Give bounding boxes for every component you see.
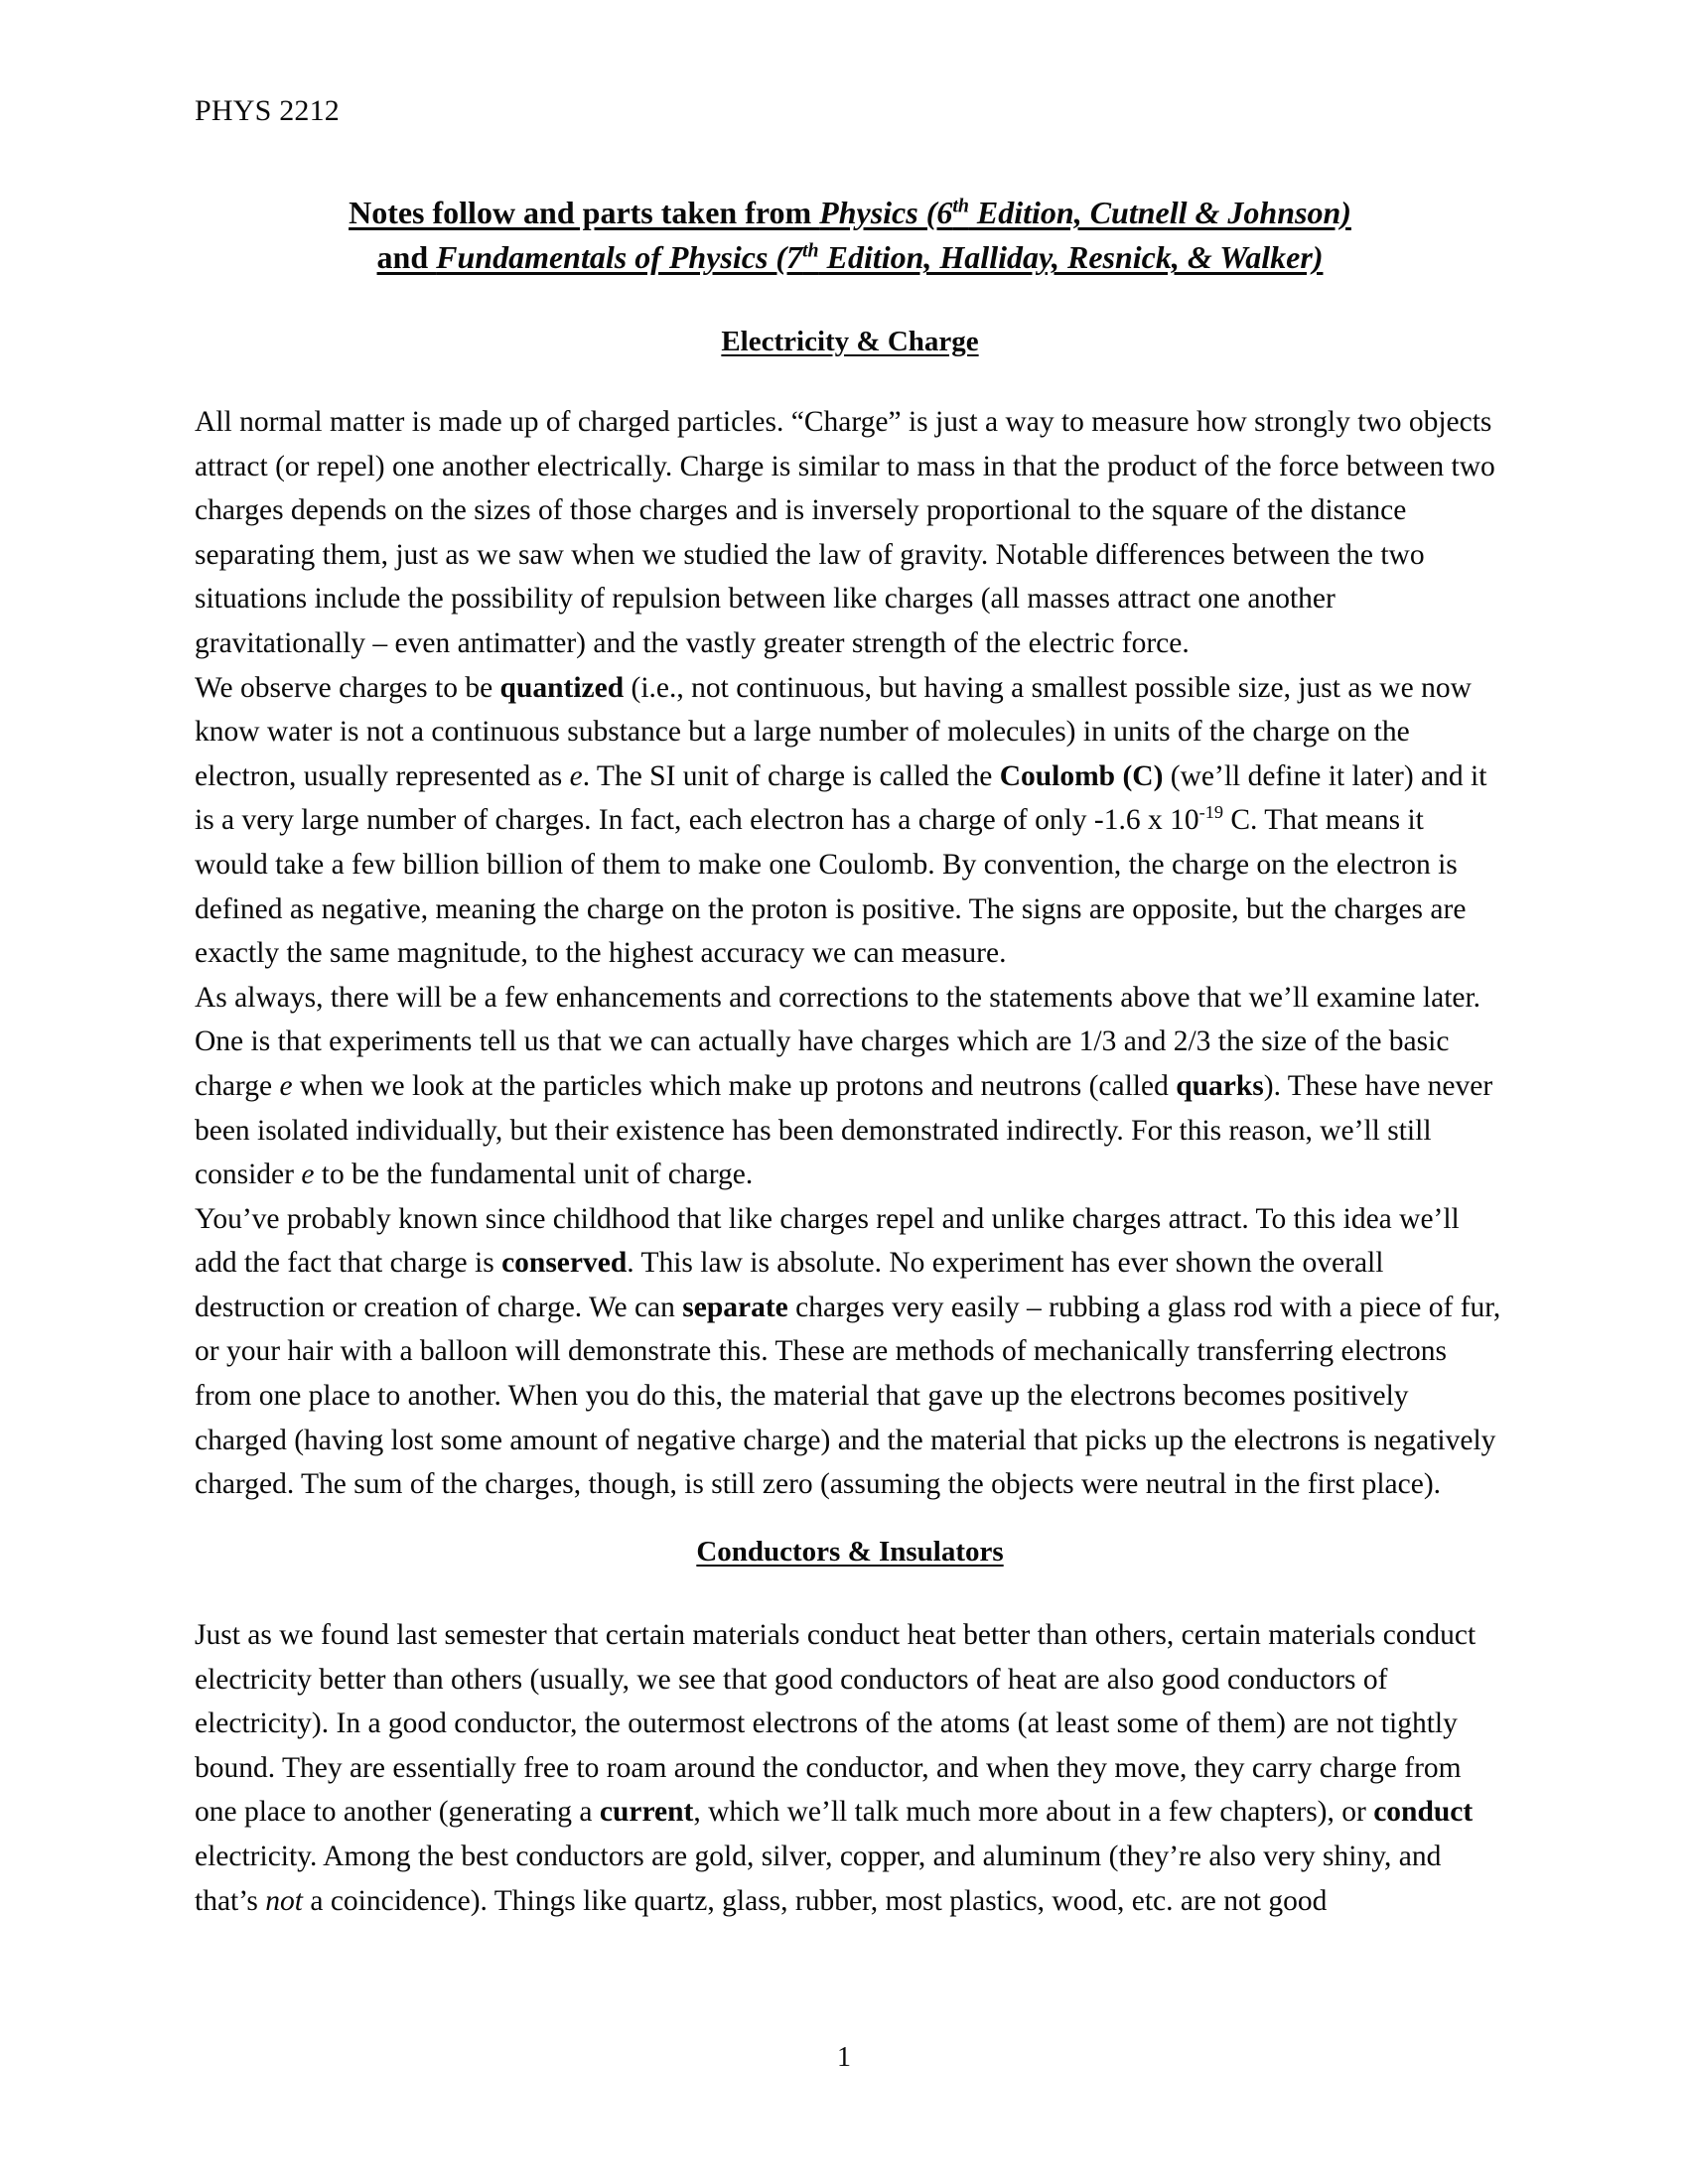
p3-seg-a: As always, there will be a few enhancements and corrections to the statements above that we’ll examine later. One is that experiments tell us that we can actually have charges which are 1/3 and 2/3 the size of the basic charge bbox=[195, 981, 1481, 1102]
p2-seg-a: We observe charges to be bbox=[195, 671, 500, 704]
course-code: PHYS 2212 bbox=[195, 94, 340, 127]
p4-seg-c: charges very easily – rubbing a glass rod with a piece of fur, or your hair with a balloon will demonstrate this. These are methods of mechanically transferring electrons from one place to another. When you do this, the material that gave up the electrons becomes positively charged (having lost some amount of negative charge) and the material that picks up the electrons is negatively charged. The sum of the charges, though, is still zero (assuming the objects were neutral in the first place). bbox=[195, 1291, 1501, 1501]
section-heading-electricity-and-charge: Electricity & Charge bbox=[721, 326, 979, 357]
term-conduct: conduct bbox=[1373, 1796, 1474, 1829]
term-coulomb: Coulomb (C) bbox=[999, 759, 1164, 792]
emphasis-not: not bbox=[265, 1884, 303, 1917]
title-line1-prefix: Notes follow and parts taken from bbox=[349, 195, 820, 230]
c1-seg-d: a coincidence). Things like quartz, glass, rubber, most plastics, wood, etc. are not good bbox=[303, 1884, 1328, 1917]
p3-seg-d: to be the fundamental unit of charge. bbox=[314, 1159, 754, 1191]
p3-seg-b: when we look at the particles which make up protons and neutrons (called bbox=[292, 1069, 1177, 1102]
paragraph-conductors bbox=[195, 1613, 1503, 1923]
symbol-e-1: e bbox=[569, 759, 583, 792]
section-heading-conductors-and-insulators: Conductors & Insulators bbox=[696, 1536, 1004, 1568]
section-body-electricity-and-charge bbox=[195, 400, 1503, 1507]
term-current: current bbox=[599, 1796, 694, 1829]
symbol-e-3: e bbox=[301, 1159, 315, 1191]
document-title bbox=[195, 191, 1505, 281]
c1-seg-b: , which we’ll talk much more about in a few chapters), or bbox=[693, 1796, 1374, 1829]
title-line2-italic-b: Edition, Halliday, Resnick, & Walker) bbox=[818, 239, 1324, 276]
c1-seg-c: electricity. Among the best conductors are gold, silver, copper, and aluminum (they’re also very shiny, and that’s bbox=[195, 1840, 1442, 1917]
title-line2-italic-a: Fundamentals of Physics (7 bbox=[436, 239, 803, 276]
p2-seg-d: (we’ll define it later) and it is a very large number of charges. In fact, each electron has a charge of only -1.6 x 10 bbox=[195, 759, 1487, 837]
title-line1-italic-b: Edition, Cutnell & Johnson) bbox=[968, 195, 1351, 230]
c1-seg-a: Just as we found last semester that certain materials conduct heat better than others, certain materials conduct electricity better than others (usually, we see that good conductors of heat are also good conductors of electricity). In a good conductor, the outermost electrons of the atoms (at least some of them) are not tightly bound. They are essentially free to roam around the conductor, and when they move, they carry charge from one place to another (generating a bbox=[195, 1619, 1477, 1829]
term-quarks: quarks bbox=[1176, 1069, 1264, 1102]
exponent-negative-19: -19 bbox=[1198, 802, 1223, 823]
document-title-line-2 bbox=[195, 235, 1505, 280]
section-body-conductors-and-insulators bbox=[195, 1613, 1503, 1923]
p2-seg-c: . The SI unit of charge is called the bbox=[582, 759, 1000, 792]
term-quantized: quantized bbox=[499, 671, 625, 704]
paragraph-charge-intro-text: All normal matter is made up of charged particles. “Charge” is just a way to measure how strongly two objects attract (or repel) one another electrically. Charge is similar to mass in that the product of the force between two charges depends on the sizes of those charges and is inversely proportional to the square of the distance separating them, just as we saw when we studied the law of gravity. Notable differences between the two situations include the possibility of repulsion between like charges (all masses attract one another gravitationally – even antimatter) and the vastly greater strength of the electric force. bbox=[195, 406, 1495, 659]
p3-seg-c: ). These have never been isolated individually, but their existence has been demonstrated indirectly. For this reason, we’ll still consider bbox=[195, 1069, 1493, 1191]
page-number: 1 bbox=[837, 2042, 851, 2073]
p4-seg-b: . This law is absolute. No experiment has ever shown the overall destruction or creation of charge. We can bbox=[195, 1247, 1384, 1323]
title-line2-prefix: and bbox=[376, 239, 437, 276]
p2-seg-b: (i.e., not continuous, but having a smallest possible size, just as we now know water is not a continuous substance but a large number of molecules) in units of the charge on the electron, usually represented as bbox=[195, 671, 1472, 792]
term-conserved: conserved bbox=[501, 1247, 628, 1280]
p2-seg-e: C. That means it would take a few billion billion of them to make one Coulomb. By convention, the charge on the electron is defined as negative, meaning the charge on the proton is positive. The signs are opposite, but the charges are exactly the same magnitude, to the highest accuracy we can measure. bbox=[195, 804, 1467, 970]
title-line2-superscript: th bbox=[802, 239, 819, 262]
title-line1-italic-a: Physics (6 bbox=[819, 195, 953, 230]
p4-seg-a: You’ve probably known since childhood that like charges repel and unlike charges attract. To this idea we’ll add the fact that charge is bbox=[195, 1202, 1460, 1280]
paragraph-quantized bbox=[195, 666, 1503, 976]
paragraph-conservation bbox=[195, 1197, 1503, 1507]
title-line1-superscript: th bbox=[952, 195, 969, 217]
paragraph-charge-intro bbox=[195, 400, 1503, 666]
term-separate: separate bbox=[682, 1291, 788, 1323]
document-title-line-1 bbox=[195, 191, 1505, 235]
symbol-e-2: e bbox=[279, 1069, 293, 1102]
paragraph-quarks bbox=[195, 976, 1503, 1197]
